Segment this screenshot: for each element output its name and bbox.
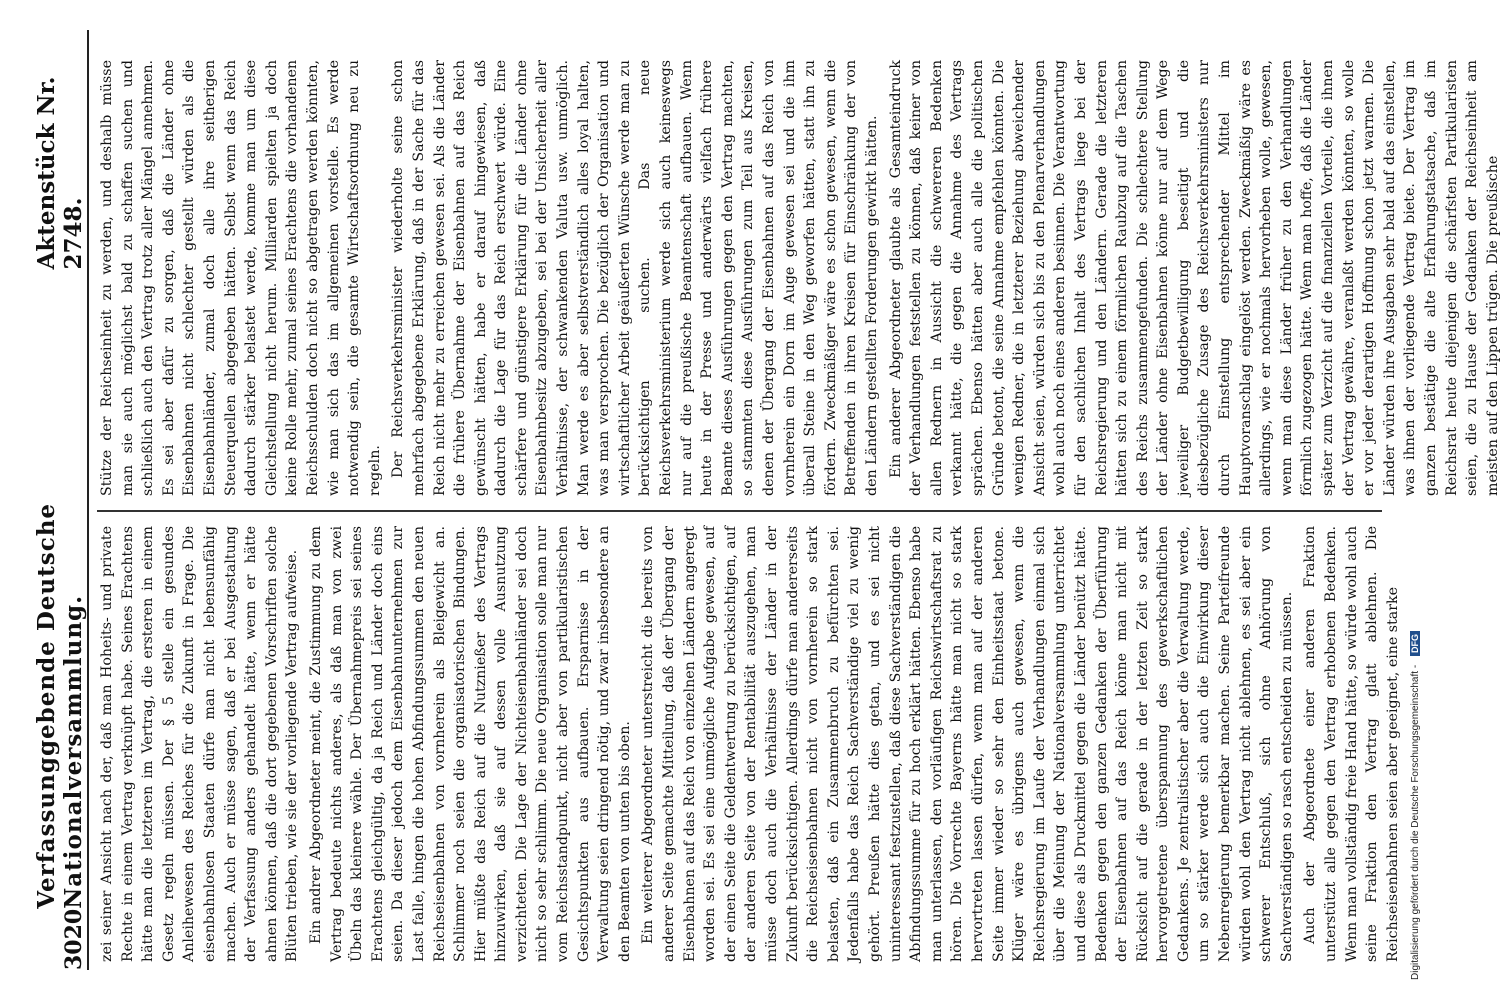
funding-statement: Digitalisierung gefördert durch die Deutsche Forschungsgemeinschaft - bbox=[1410, 664, 1421, 980]
paragraph: Ein andrer Abgeordneter meint, die Zustimmung zu dem Vertrag bedeute nichts anderes, als daß man von zwei Übeln das kleinere wähle. Der Übernahmepreis sei seines Erachtens gleichgültig, da ja Reich und Länder doch eins seien. Da dieser jedoch dem Eisenbahnunternehmen zur Last falle, hingen die hohen Abfindungssummen den neuen Reichseisenbahnen von vornherein als Bleigewicht an. Schlimmer noch seien die organisatorischen Bindungen. Hier müßte das Reich auf die Nutznießer des Vertrags hinzuwirken, daß sie auf dessen volle Ausnutzung verzichteten. Die Lage der Nichteisenbahnländer sei doch nicht so sehr schlimm. Die neue Organisation solle man nur vom Reichsstandpunkt, nicht aber von partikularistischen Gesichtspunkten aus aufbauen. Ersparnisse in der Verwaltung seien dringend nötig, und zwar insbesondere an den Beamten von unten bis oben. bbox=[307, 526, 633, 962]
paragraph: Ein weiterer Abgeordneter unterstreicht die bereits von anderer Seite gemachte Mitteilung, daß der Übergang der Eisenbahnen auf das Reich von einzelnen Ländern angeregt worden sei. Es sei eine unmögliche Aufgabe gewesen, auf der einen Seite die Geldentwertung zu berücksichtigen, auf der anderen Seite von der Rentabilität auszugehen, man müsse doch auch die Verhältnisse der Länder in der Zukunft berücksichtigen. Allerdings dürfe man andererseits die Reichseisenbahnen nicht von vornherein so stark belasten, daß ein Zusammenbruch zu befürchten sei. Jedenfalls habe das Reich Sachverständige viel zu wenig gehört. Preußen hätte dies getan, und es sei nicht uninteressant festzustellen, daß diese Sachverständigen die Abfindungssumme für zu hoch erklärt hätten. Ebenso habe man unterlassen, den vorläufigen Reichswirtschaftsrat zu hören. Die Vorrechte Bayerns hätte man nicht so stark hervortreten lassen dürfen, wenn man auf der anderen Seite immer wieder so sehr den Einheitsstaat betone. Klüger wäre es übrigens auch gewesen, wenn die Reichsregierung im Laufe der Verhandlungen einmal sich über die Meinung der Nationalversammlung unterrichtet und diese als Druckmittel gegen die Länder benützt hätte. Bedenken gegen den ganzen Gedanken der Überführung der Eisenbahnen auf das Reich könne man nicht mit Rücksicht auf die gerade in der letzten Zeit so stark hervorgetretene überspannung des gewerkschaftlichen Gedankens. Je zentralistischer aber die Verwaltung werde, um so stärker werde sich auch die Einwirkung dieser Nebenregierung bemerkbar machen. Seine Parteifreunde würden wohl den Vertrag nicht ablehnen, es sei aber ein schwerer Entschluß, sich ohne Anhörung von Sachverständigen so rasch entscheiden zu müssen. bbox=[640, 526, 1295, 962]
document-number: Aktenstück Nr. 2748. bbox=[33, 76, 87, 270]
paragraph: zei seiner Ansicht nach der, daß man Hoheits- und private Rechte in einem Vertrag verknüpft habe. Seines Erachtens hätte man die letzteren im Vertrag, die ersteren in einem Gesetz regeln müssen. Der § 5 stelle ein gesundes Anleihewesen des Reiches für die Zukunft in Frage. Die eisenbahnlosen Staaten dürfe man nicht lebensunfähig machen. Auch er müsse sagen, daß er bei Ausgestaltung der Verfassung anders gehandelt hätte, wenn er hätte ahnen können, daß die dort gegebenen Vorschriften solche Blüten trieben, wie sie der vorliegende Vertrag aufweise. bbox=[99, 526, 301, 962]
left-column bbox=[97, 518, 1401, 970]
paragraph: Der Reichsverkehrsminister wiederholte seine schon mehrfach abgegebene Erklärung, daß in der Sache für das Reich nicht mehr zu erreichen gewesen sei. Als die Länder die frühere Übernahme der Eisenbahnen auf das Reich gewünscht hätten, habe er darauf hingewiesen, daß dadurch die Lage für das Reich erschwert würde. Eine schärfere und günstigere Erklärung für die Länder ohne Eisenbahnbesitz abzugeben, sei bei der Unsicherheit aller Verhältnisse, der schwankenden Valuta usw. unmöglich. Man werde es aber selbstverständlich alles loyal halten, was man versprochen. Die bezüglich der Organisation und wirtschaftlicher Arbeit geäußerten Wünsche werde man zu berücksichtigen suchen. Das neue Reichsverkehrsministerium werde sich auch keineswegs nur auf die preußische Beamtenschaft aufbauen. Wenn heute in der Presse und anderwärts vielfach frühere Beamte dieses Ausführungen gegen den Vertrag machten, so stammten diese Ausführungen zum Teil aus Kreisen, denen der Übergang der Eisenbahnen auf das Reich von vornherein ein Dorn im Auge gewesen sei und die ihm überall Steine in den Weg geworfen hätten, statt ihn zu fördern. Zweckmäßiger wäre es schon gewesen, wenn die Betreffenden in ihren Kreisen für Einschränkung der von den Ländern gestellten Forderungen gewirkt hätten. bbox=[390, 60, 880, 496]
right-column bbox=[97, 52, 1501, 504]
paragraph: Stütze der Reichseinheit zu werden, und deshalb müsse man sie auch möglichst bald zu schaffen suchen und schließlich auch den Vertrag trotz aller Mängel annehmen. Es sei aber dafür zu sorgen, daß die Länder ohne Eisenbahnen nicht schlechter gestellt würden als die Eisenbahnländer, zumal doch alle ihre seitherigen Steuerquellen abgegeben hätten. Selbst wenn das Reich dadurch stärker belastet werde, komme man um diese Gleichstellung nicht herum. Milliarden spielten ja doch keine Rolle mehr, zumal seines Erachtens die vorhandenen Reichsschulden doch nicht so abgetragen werden könnten, wie man sich das im allgemeinen vorstelle. Es werde notwendig sein, die gesamte Wirtschaftsordnung neu zu regeln. bbox=[99, 60, 383, 496]
digitization-note bbox=[1410, 20, 1430, 990]
page-number: 3020 bbox=[61, 908, 87, 970]
dfg-logo: DFG bbox=[1410, 631, 1420, 656]
paragraph: Ein anderer Abgeordneter glaubte als Gesamteindruck der Verhandlungen feststellen zu können, daß keiner von allen Rednern in Aussicht die schwereren Bedenken verkannt hätte, die gegen die Annahme des Vertrags sprächen. Ebenso hätten aber auch alle die politischen Gründe betont, die seine Annahme empfehlen könnten. Die wenigen Redner, die in letzterer Beziehung abweichender Ansicht seien, würden sich bis zu den Plenarverhandlungen wohl auch noch eines anderen besinnen. Die Verantwortung für den sachlichen Inhalt des Vertrags liege bei der Reichsregierung und den Ländern. Gerade die letzteren hätten sich zu einem förmlichen Raubzug auf die Taschen des Reichs zusammengefunden. Die schlechtere Stellung der Länder ohne Eisenbahnen könne nur auf dem Wege jeweiliger Budgetbewilligung beseitigt und die diesbezügliche Zusage des Reichsverkehrsministers nur durch Einstellung entsprechender Mittel im Hauptvoranschlag eingelöst werden. Zweckmäßig wäre es allerdings, wie er nochmals hervorheben wolle, gewesen, wenn man diese Länder früher zu den Verhandlungen förmlich zugezogen hätte. Wenn man hoffe, daß die Länder später zum Verzicht auf die finanziellen Vorteile, die ihnen der Vertrag gewähre, veranlaßt werden könnten, so wolle er vor jeder derartigen Hoffnung schon jetzt warnen. Die Länder würden ihre Ausgaben sehr bald auf das einstellen, was ihnen der vorliegende Vertrag biete. Der Vertrag im ganzen bestätige die alte Erfahrungstatsache, daß im Reichsrat heute diejenigen die schärfsten Partikularisten seien, die zu Hause der Gedanken der Reichseinheit am meisten auf den Lippen trügen. Die preußische bbox=[887, 60, 1501, 496]
digitization-note-text bbox=[1410, 20, 1421, 980]
column-divider bbox=[97, 510, 1382, 512]
paragraph: Auch der Abgeordnete einer anderen Fraktion unterstützt alle gegen den Vertrag erhobenen Bedenken. Wenn man vollständig freie Hand hätte, so würde wohl auch seine Fraktion den Vertrag glatt ablehnen. Die Reichseisenbahnen seien aber geeignet, eine starke bbox=[1302, 526, 1401, 962]
page-header bbox=[33, 30, 89, 970]
running-title: Verfassunggebende Deutsche Nationalversammlung. bbox=[33, 502, 87, 909]
